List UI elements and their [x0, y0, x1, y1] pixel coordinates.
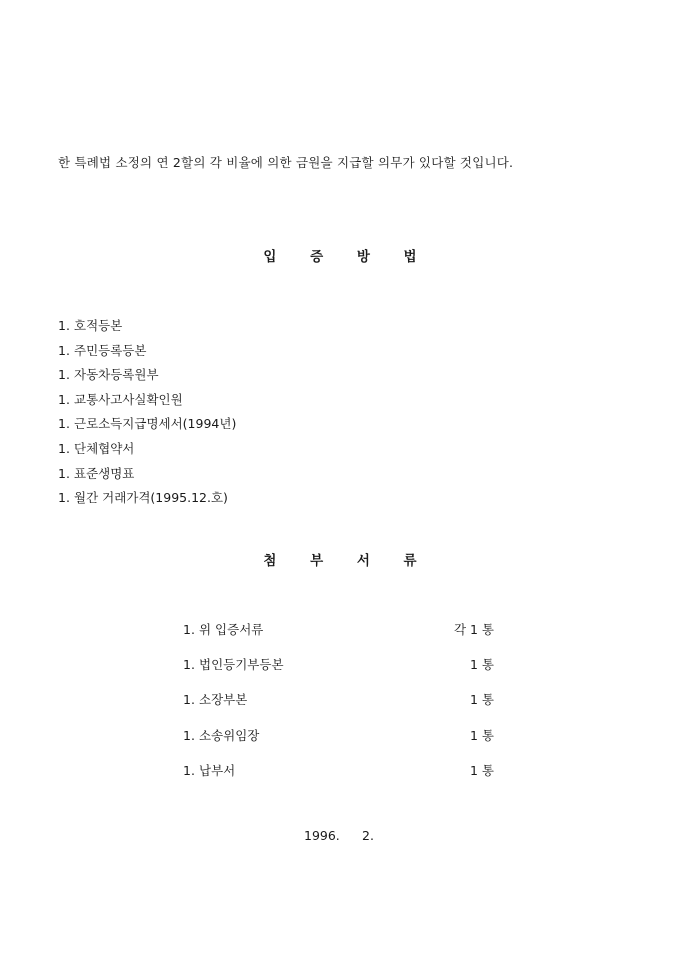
- item-number: 1.: [58, 490, 70, 506]
- item-number: 1.: [183, 692, 195, 708]
- item-text: 표준생명표: [74, 465, 135, 481]
- list-item: [58, 341, 236, 366]
- date-month: 2.: [362, 828, 374, 843]
- list-item: [58, 439, 236, 464]
- heading-char: 서: [356, 553, 370, 569]
- evidence-list: [58, 316, 236, 513]
- item-text: 법인등기부등본: [199, 657, 284, 673]
- heading-char: 류: [403, 553, 417, 569]
- item-quantity: 1 통: [469, 762, 494, 778]
- item-number: 1.: [58, 440, 70, 456]
- item-text: 단체협약서: [74, 440, 135, 456]
- item-number: 1.: [58, 367, 70, 383]
- list-item: [183, 655, 498, 690]
- item-number: 1.: [58, 416, 70, 432]
- list-item: [58, 365, 236, 390]
- item-text: 교통사고사실확인원: [74, 391, 183, 407]
- heading-char: 방: [356, 249, 370, 265]
- item-number: 1.: [183, 622, 195, 637]
- item-text: 주민등록등본: [74, 342, 147, 358]
- item-number: 1.: [58, 342, 70, 358]
- evidence-heading: [0, 245, 680, 265]
- date-year: 1996.: [304, 828, 340, 843]
- item-text: 자동차등록원부: [74, 367, 159, 383]
- item-quantity: 1 통: [469, 657, 494, 673]
- item-text: 월간 거래가격(1995.12.호): [74, 490, 228, 506]
- item-quantity: 1 통: [469, 727, 494, 743]
- item-quantity: 1 통: [469, 692, 494, 708]
- list-item: [183, 690, 498, 725]
- item-number: 1.: [58, 465, 70, 481]
- item-text: 납부서: [199, 762, 236, 778]
- heading-char: 법: [403, 249, 417, 265]
- item-number: 1.: [183, 727, 195, 743]
- list-item: [58, 316, 236, 341]
- item-number: 1.: [183, 762, 195, 778]
- item-text: 호적등본: [74, 318, 123, 333]
- heading-char: 부: [310, 553, 324, 569]
- item-number: 1.: [58, 391, 70, 407]
- attachments-heading: [0, 549, 680, 569]
- list-item: [58, 390, 236, 415]
- item-quantity: 각 1 통: [453, 622, 494, 637]
- intro-paragraph: 한 특례법 소정의 연 2할의 각 비율에 의한 금원을 지급할 의무가 있다할 것입니다.: [58, 155, 514, 170]
- item-text: 소장부본: [199, 692, 248, 708]
- list-item: [183, 726, 498, 761]
- list-item: [183, 620, 498, 655]
- item-text: 소송위임장: [199, 727, 260, 743]
- heading-char: 증: [310, 249, 324, 265]
- list-item: [58, 464, 236, 489]
- list-item: [183, 761, 498, 796]
- item-text: 위 입증서류: [199, 622, 264, 637]
- item-number: 1.: [58, 318, 70, 333]
- item-text: 근로소득지급명세서(1994년): [74, 416, 237, 432]
- document-date: [304, 828, 374, 843]
- item-number: 1.: [183, 657, 195, 673]
- list-item: [58, 414, 236, 439]
- heading-char: 첨: [263, 553, 277, 569]
- list-item: [58, 488, 236, 513]
- attachments-list: [183, 620, 498, 796]
- heading-char: 입: [263, 249, 277, 265]
